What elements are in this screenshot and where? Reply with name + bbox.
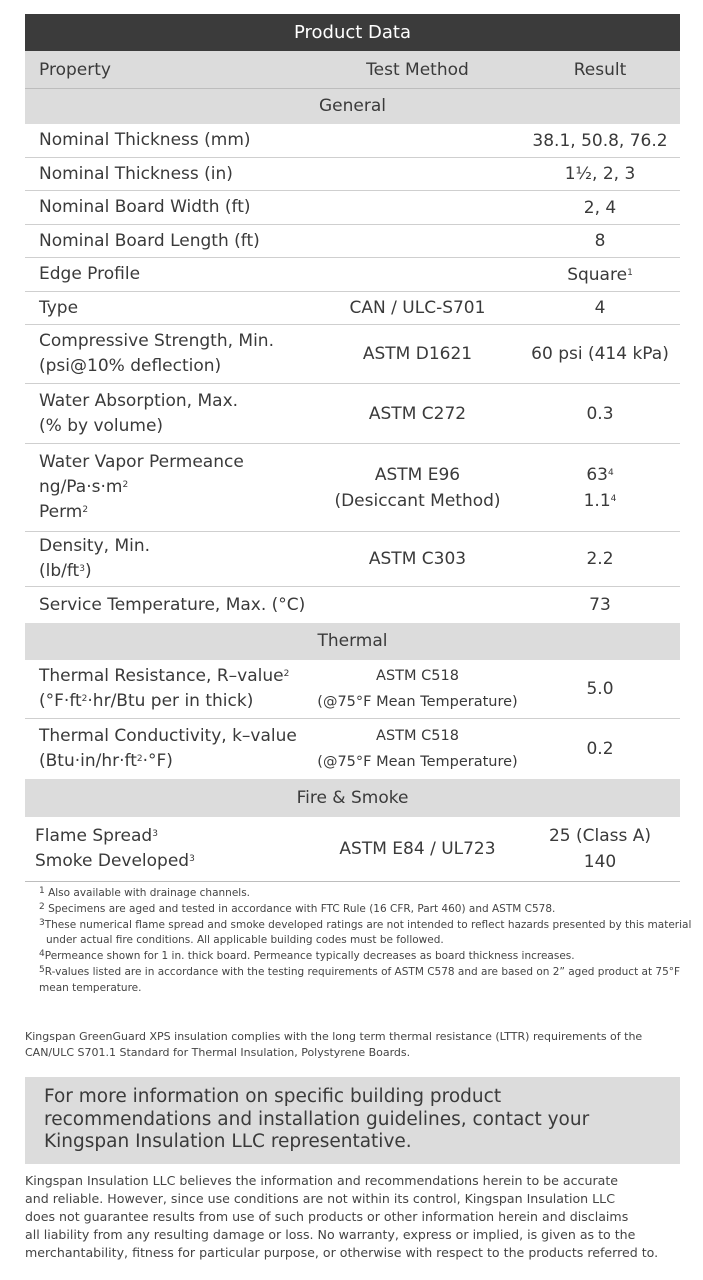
property-line: (% by volume) (39, 415, 164, 436)
property-cell: Nominal Board Length (ft) (39, 230, 260, 251)
property-cell (25, 664, 315, 714)
info-box (25, 1077, 680, 1164)
property-text: ) (84, 561, 92, 581)
property-cell: Nominal Board Width (ft) (39, 197, 251, 217)
table-row (25, 384, 680, 444)
property-text: Smoke Developed (35, 851, 190, 871)
property-text: ·°F) (142, 751, 173, 771)
property-cell (25, 724, 315, 774)
property-line (39, 475, 315, 500)
footnote-text: Permeance shown for 1 in. thick board. Permeance typically decreases as board thickness increases. (44, 950, 575, 963)
table-row (25, 660, 680, 719)
footnote-marker: 2 (81, 694, 88, 704)
property-cell (25, 534, 315, 584)
footnote (39, 965, 679, 981)
result-text: 1.1 (583, 490, 611, 511)
table-row (25, 587, 680, 623)
disclaimer (25, 1172, 690, 1262)
footnote-continuation: under actual fire conditions. All applicable building codes must be followed. (46, 934, 444, 947)
disclaimer-line: Kingspan Insulation LLC believes the information and recommendations herein to be accurate (25, 1173, 619, 1188)
property-text: Thermal Resistance, R–value (39, 666, 284, 686)
property-line (39, 664, 315, 689)
table-title: Product Data (25, 14, 680, 51)
property-cell: Nominal Thickness (in) (39, 163, 233, 184)
method-line: (@75°F Mean Temperature) (317, 694, 518, 710)
result-cell (520, 462, 680, 514)
property-line (39, 500, 315, 525)
method-cell (315, 663, 520, 715)
footnote-marker: 2 (122, 480, 129, 490)
method-cell: ASTM E84 / UL723 (339, 839, 496, 859)
method-line: (@75°F Mean Temperature) (317, 754, 518, 770)
result-cell: 60 psi (414 kPa) (531, 344, 669, 364)
result-cell: 8 (594, 231, 606, 251)
result-cell: 0.3 (586, 403, 614, 424)
result-cell: 1½, 2, 3 (564, 164, 636, 184)
property-line (39, 749, 315, 774)
section-general: General (25, 89, 680, 124)
footnote-marker: 3 (79, 564, 85, 574)
disclaimer-line: does not guarantee results from use of such products or other information herein and disclaims (25, 1209, 629, 1224)
property-text: (°F·ft (39, 691, 82, 711)
method-cell (315, 723, 520, 775)
method-cell: ASTM C303 (368, 549, 467, 569)
result-text: 63 (586, 464, 608, 485)
method-cell: CAN / ULC-S701 (349, 298, 486, 318)
footnote (39, 886, 679, 902)
disclaimer-line: all liability from any resulting damage or loss. No warranty, express or implied, is given as to the (25, 1227, 636, 1242)
property-cell: Type (39, 297, 79, 318)
property-cell: Service Temperature, Max. (°C) (39, 594, 306, 615)
info-line: Kingspan Insulation LLC representative. (44, 1131, 412, 1152)
section-fire-smoke: Fire & Smoke (25, 779, 680, 817)
property-text: Flame Spread (35, 826, 153, 846)
property-text: Perm (39, 502, 83, 522)
method-line: ASTM E96 (374, 464, 461, 485)
result-cell: 5.0 (586, 679, 614, 699)
method-cell: ASTM C272 (368, 403, 467, 424)
table-row (25, 191, 680, 225)
footnote-text: Specimens are aged and tested in accordance with FTC Rule (16 CFR, Part 460) and ASTM C578. (48, 902, 556, 915)
result-line (520, 488, 680, 514)
compliance-statement (25, 1029, 680, 1061)
footnote (39, 902, 679, 918)
table-row (25, 158, 680, 191)
header-test-method: Test Method (366, 59, 469, 80)
table-row (25, 124, 680, 158)
property-line (39, 559, 315, 584)
property-line (35, 849, 315, 874)
footnote-marker: 4 (39, 949, 45, 960)
result-cell: 2, 4 (583, 197, 617, 218)
footnote-marker: 2 (136, 754, 143, 764)
property-text: ng/Pa·s·m (39, 477, 123, 497)
disclaimer-line: merchantability, fitness for particular purpose, or otherwise with respect to the products referred to. (25, 1245, 659, 1260)
property-line: Density, Min. (39, 536, 151, 556)
property-line: Water Vapor Permeance (39, 452, 244, 472)
result-line (520, 462, 680, 488)
property-cell: Nominal Thickness (mm) (39, 130, 251, 150)
header-property: Property (39, 59, 111, 80)
table-row (25, 817, 680, 882)
property-line (35, 824, 315, 849)
footnote-marker: 4 (610, 493, 617, 504)
footnote-marker: 5 (39, 964, 45, 975)
info-line: For more information on specific building product (44, 1086, 502, 1107)
footnote-text: Also available with drainage channels. (48, 887, 250, 899)
footnote-marker: 3 (152, 829, 158, 839)
table-row (25, 532, 680, 587)
product-data-table (25, 14, 680, 882)
method-line: (Desiccant Method) (334, 490, 501, 511)
footnote-marker: 2 (82, 505, 89, 515)
footnote-marker: 4 (607, 467, 614, 478)
property-text: (lb/ft (39, 561, 80, 581)
result-cell: 2.2 (586, 549, 614, 569)
section-thermal: Thermal (25, 623, 680, 660)
table-row (25, 719, 680, 779)
result-cell (520, 823, 680, 875)
footnote-marker: 3 (189, 854, 195, 864)
footnotes (39, 886, 692, 997)
table-row (25, 292, 680, 325)
compliance-line: CAN/ULC S701.1 Standard for Thermal Insulation, Polystyrene Boards. (25, 1046, 411, 1059)
header-result: Result (573, 59, 627, 80)
table-row (25, 325, 680, 384)
compliance-line: Kingspan GreenGuard XPS insulation complies with the long term thermal resistance (LTTR) requirements of the (25, 1030, 643, 1043)
property-line: Water Absorption, Max. (39, 390, 239, 411)
property-line (39, 689, 315, 714)
info-line: recommendations and installation guidelines, contact your (44, 1108, 590, 1130)
footnote-marker: 3 (39, 917, 45, 928)
property-cell (25, 329, 315, 379)
property-text: ·hr/Btu per in thick) (87, 691, 254, 711)
disclaimer-line: and reliable. However, since use conditions are not within its control, Kingspan Insulation LLC (25, 1191, 615, 1206)
footnote (39, 949, 679, 965)
property-cell: Edge Profile (39, 264, 141, 284)
table-row (25, 444, 680, 532)
property-line: Compressive Strength, Min. (39, 331, 274, 351)
footnote-marker: 1 (39, 886, 45, 896)
footnote-continuation: mean temperature. (39, 981, 142, 994)
property-cell (25, 450, 315, 525)
property-line: (psi@10% deflection) (39, 356, 222, 376)
result-cell: 4 (594, 298, 606, 318)
footnote-text: These numerical flame spread and smoke developed ratings are not intended to reflect hazards presented by this material (44, 918, 692, 931)
footnote (39, 917, 692, 934)
method-line: ASTM C518 (376, 668, 459, 684)
result-line: 140 (583, 852, 617, 872)
result-text: Square (567, 264, 628, 285)
result-cell: 0.2 (586, 739, 614, 759)
footnote-marker: 1 (627, 267, 633, 278)
footnote-marker: 2 (283, 669, 290, 679)
property-text: (Btu·in/hr·ft (39, 751, 137, 771)
table-row (25, 258, 680, 292)
result-line: 25 (Class A) (548, 826, 652, 846)
property-cell (25, 389, 315, 439)
result-cell: 73 (589, 595, 611, 615)
footnote-text: R-values listed are in accordance with the testing requirements of ASTM C578 and are based on 2” aged product at 75°F (44, 965, 681, 978)
table-row (25, 225, 680, 258)
property-line: Thermal Conductivity, k–value (39, 726, 297, 746)
result-cell: 38.1, 50.8, 76.2 (532, 130, 668, 151)
footnote-marker: 2 (39, 901, 45, 912)
column-header-row (25, 51, 680, 89)
method-cell (315, 462, 520, 514)
method-cell: ASTM D1621 (362, 344, 473, 364)
result-cell (520, 262, 680, 288)
property-cell (25, 824, 315, 874)
method-line: ASTM C518 (376, 728, 459, 744)
